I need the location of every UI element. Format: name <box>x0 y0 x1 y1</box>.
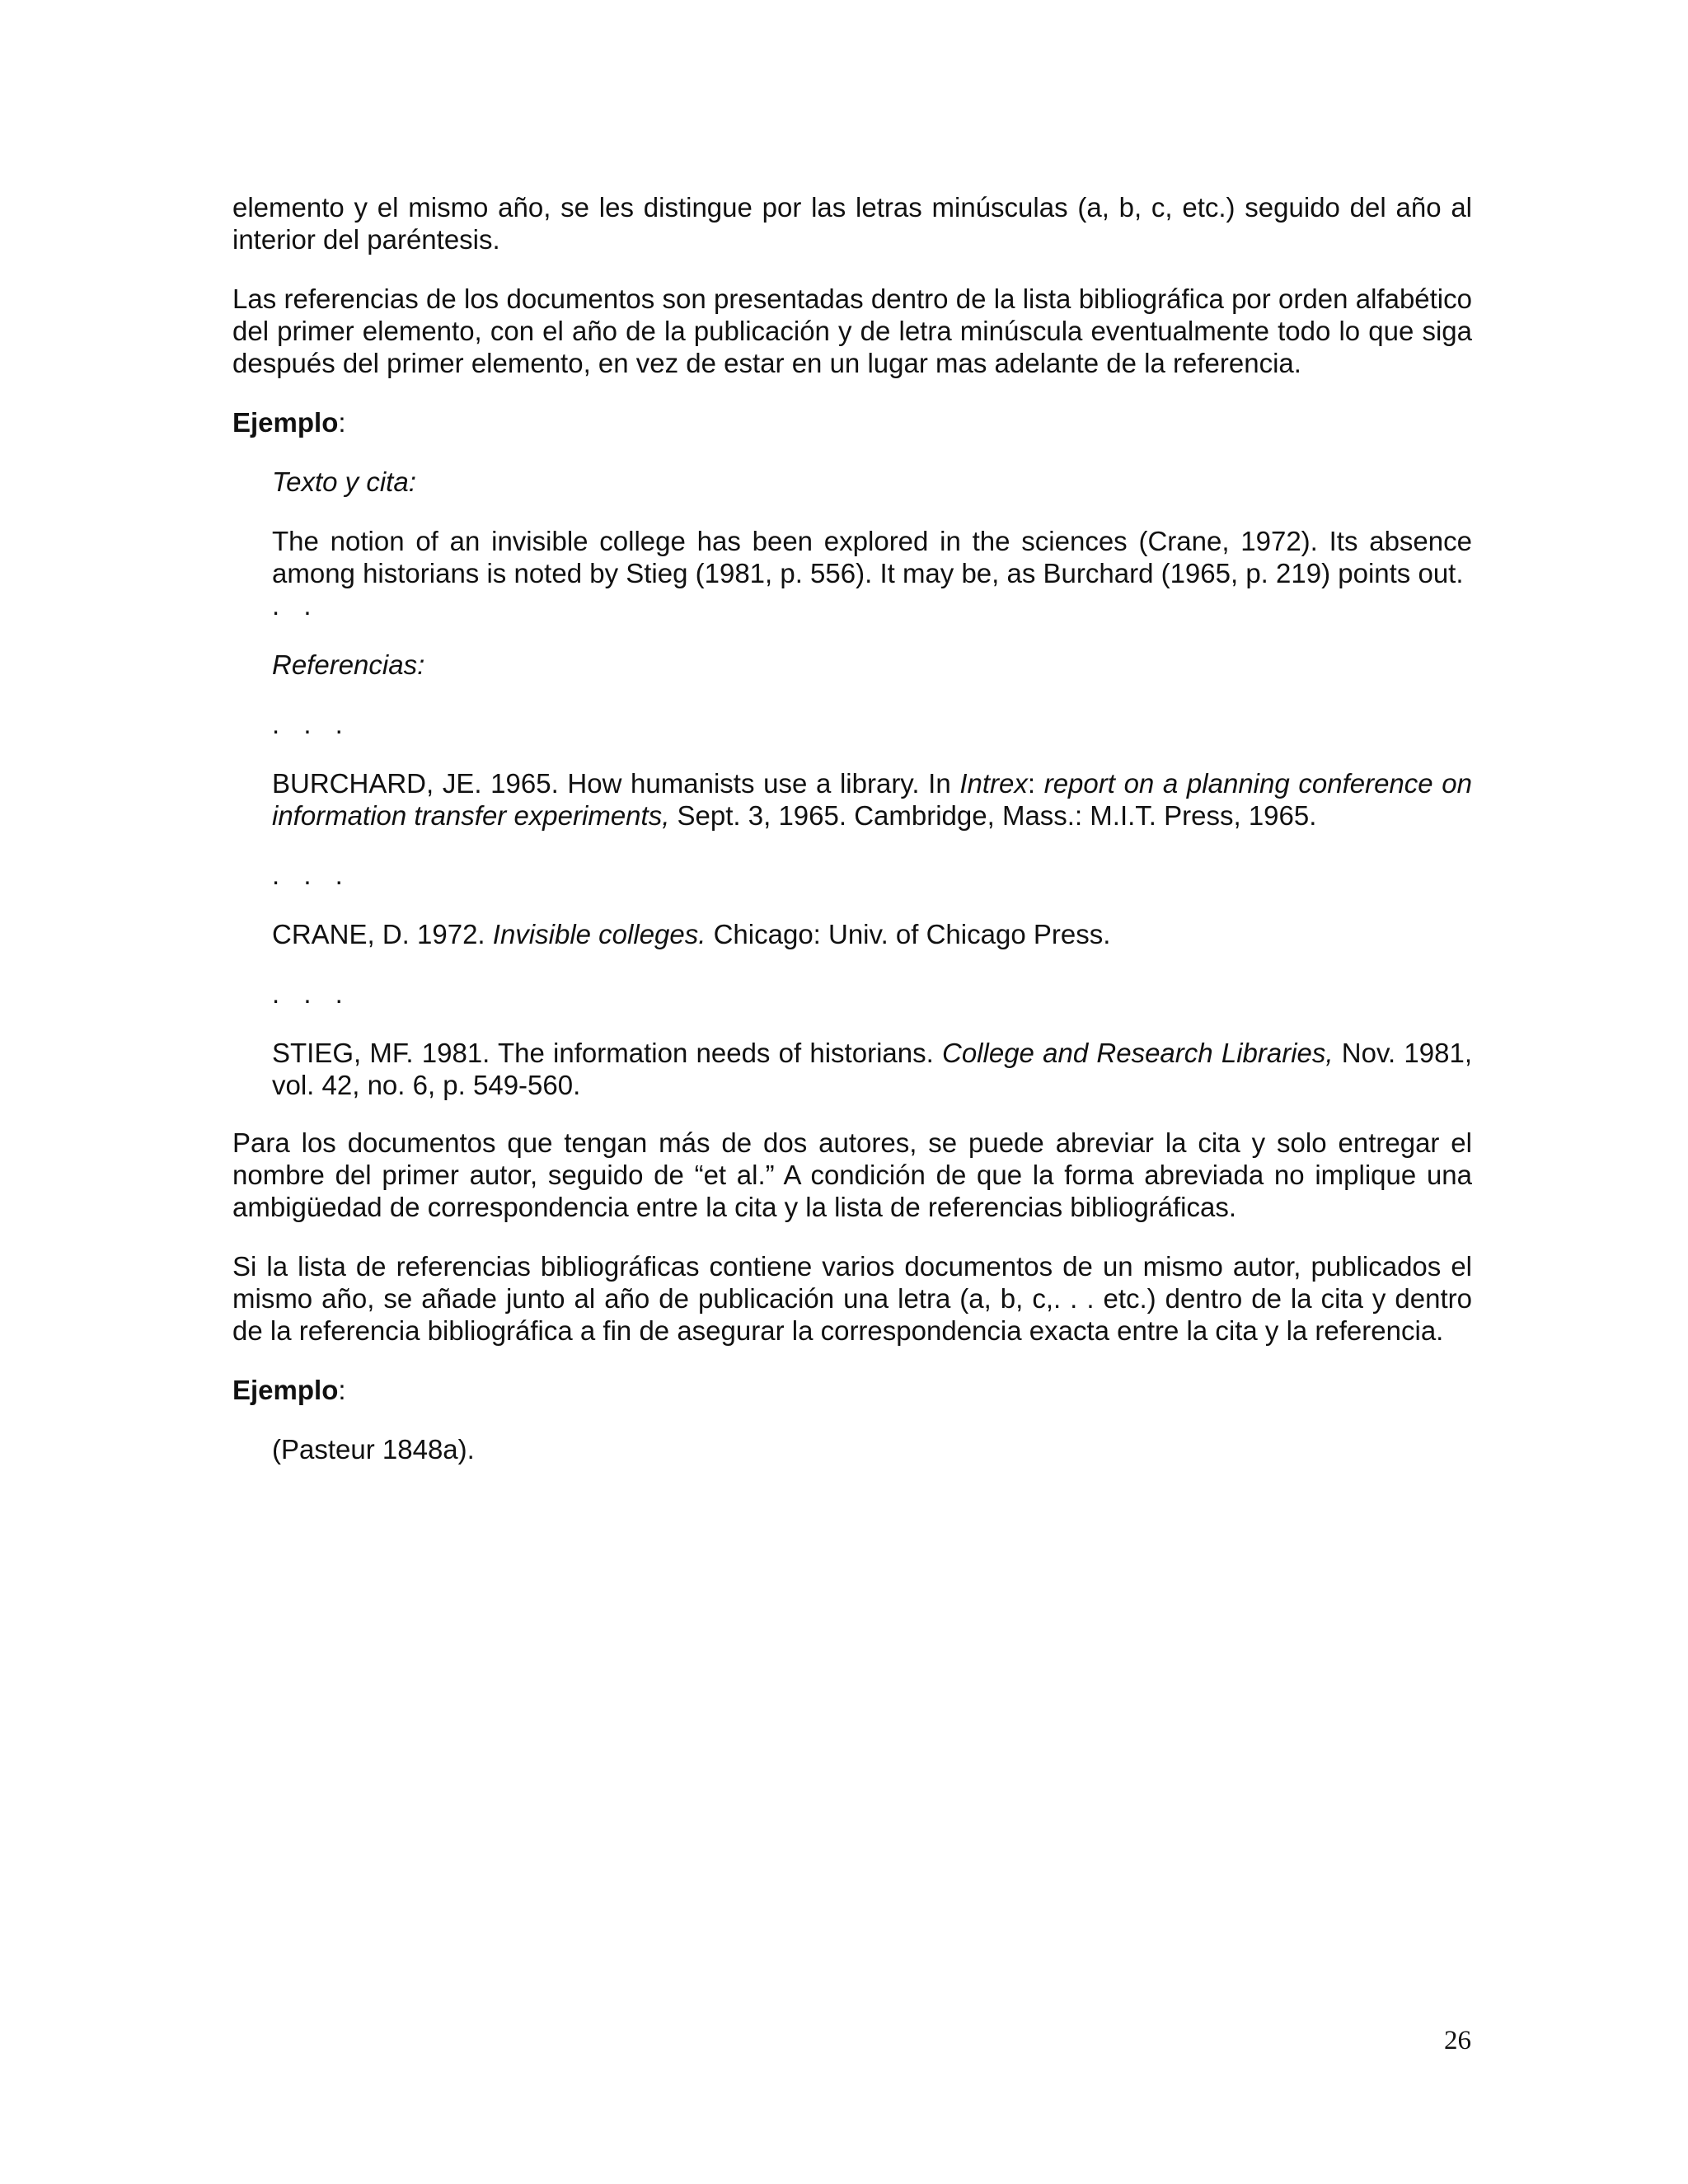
burchard-part2: : <box>1027 768 1044 799</box>
ellipsis-3: . . . <box>272 978 351 1009</box>
ellipsis-2: . . . <box>272 860 351 890</box>
paragraph-3: Para los documentos que tengan más de dos autores, se puede abreviar la cita y solo entregar el nombre del primer autor, seguido de “et al.” A condición de que la forma abreviada no implique una ambigüedad de correspondencia entre la cita y la lista de referencias bibliográficas. <box>232 1127 1472 1222</box>
ellipsis-1: . . . <box>272 709 351 739</box>
page-number: 26 <box>1444 2026 1471 2055</box>
paragraph-2: Las referencias de los documentos son presentadas dentro de la lista bibliográfica por orden alfabético del primer elemento, con el año de la publicación y de letra minúscula eventualmente todo lo que siga después del primer elemento, en vez de estar en un lugar mas adelante de la referencia. <box>232 284 1472 378</box>
example-heading-2-label: Ejemplo <box>232 1375 339 1405</box>
reference-burchard <box>272 767 1472 832</box>
text-label <box>272 466 1472 498</box>
paragraph-4: Si la lista de referencias bibliográficas contiene varios documentos de un mismo autor, publicados el mismo año, se añade junto al año de publicación una letra (a, b, c,. . . etc.) dentro de la cita y dentro de la referencia bibliográfica a fin de asegurar la correspondencia exacta entre la cita y la referencia. <box>232 1251 1472 1346</box>
document-page <box>232 191 1472 1465</box>
burchard-part1: BURCHARD, JE. 1965. How humanists use a library. In <box>272 768 960 799</box>
stieg-part1: STIEG, MF. 1981. The information needs of historians. <box>272 1038 942 1068</box>
text-label-italic: Texto y cita: <box>272 466 416 497</box>
example-heading-colon: : <box>338 407 346 438</box>
burchard-italic2: report on a planning conference on information transfer experiments, <box>272 768 1472 831</box>
paragraph-1: elemento y el mismo año, se les distingue por las letras minúsculas (a, b, c, etc.) seguido del año al interior del paréntesis. <box>232 192 1472 255</box>
stieg-part2: Nov. 1981, vol. 42, no. 6, p. 549-560. <box>272 1038 1472 1100</box>
crane-part2: Chicago: Univ. of Chicago Press. <box>706 919 1111 949</box>
burchard-part3: Sept. 3, 1965. Cambridge, Mass.: M.I.T. Press, 1965. <box>669 800 1317 831</box>
example-heading-label: Ejemplo <box>232 407 339 438</box>
reference-crane <box>272 918 1472 950</box>
example-citation: (Pasteur 1848a). <box>272 1434 475 1465</box>
example-quote <box>272 525 1472 621</box>
quote-ellipsis: . . <box>272 590 320 621</box>
burchard-italic1: Intrex <box>959 768 1028 799</box>
crane-part1: CRANE, D. 1972. <box>272 919 493 949</box>
references-label-italic: Referencias: <box>272 649 425 680</box>
example-heading-1 <box>232 406 1472 438</box>
references-label <box>272 649 1472 681</box>
example-heading-2-colon: : <box>338 1375 346 1405</box>
example-heading-2 <box>232 1374 1472 1406</box>
reference-stieg <box>272 1037 1472 1101</box>
stieg-italic1: College and Research Libraries, <box>942 1038 1334 1068</box>
quote-text: The notion of an invisible college has been explored in the sciences (Crane, 1972). Its absence among historians is noted by Stieg (1981, p. 556). It may be, as Burchard (1965, p. 219) points out. <box>272 526 1472 588</box>
crane-italic1: Invisible colleges. <box>492 919 706 949</box>
